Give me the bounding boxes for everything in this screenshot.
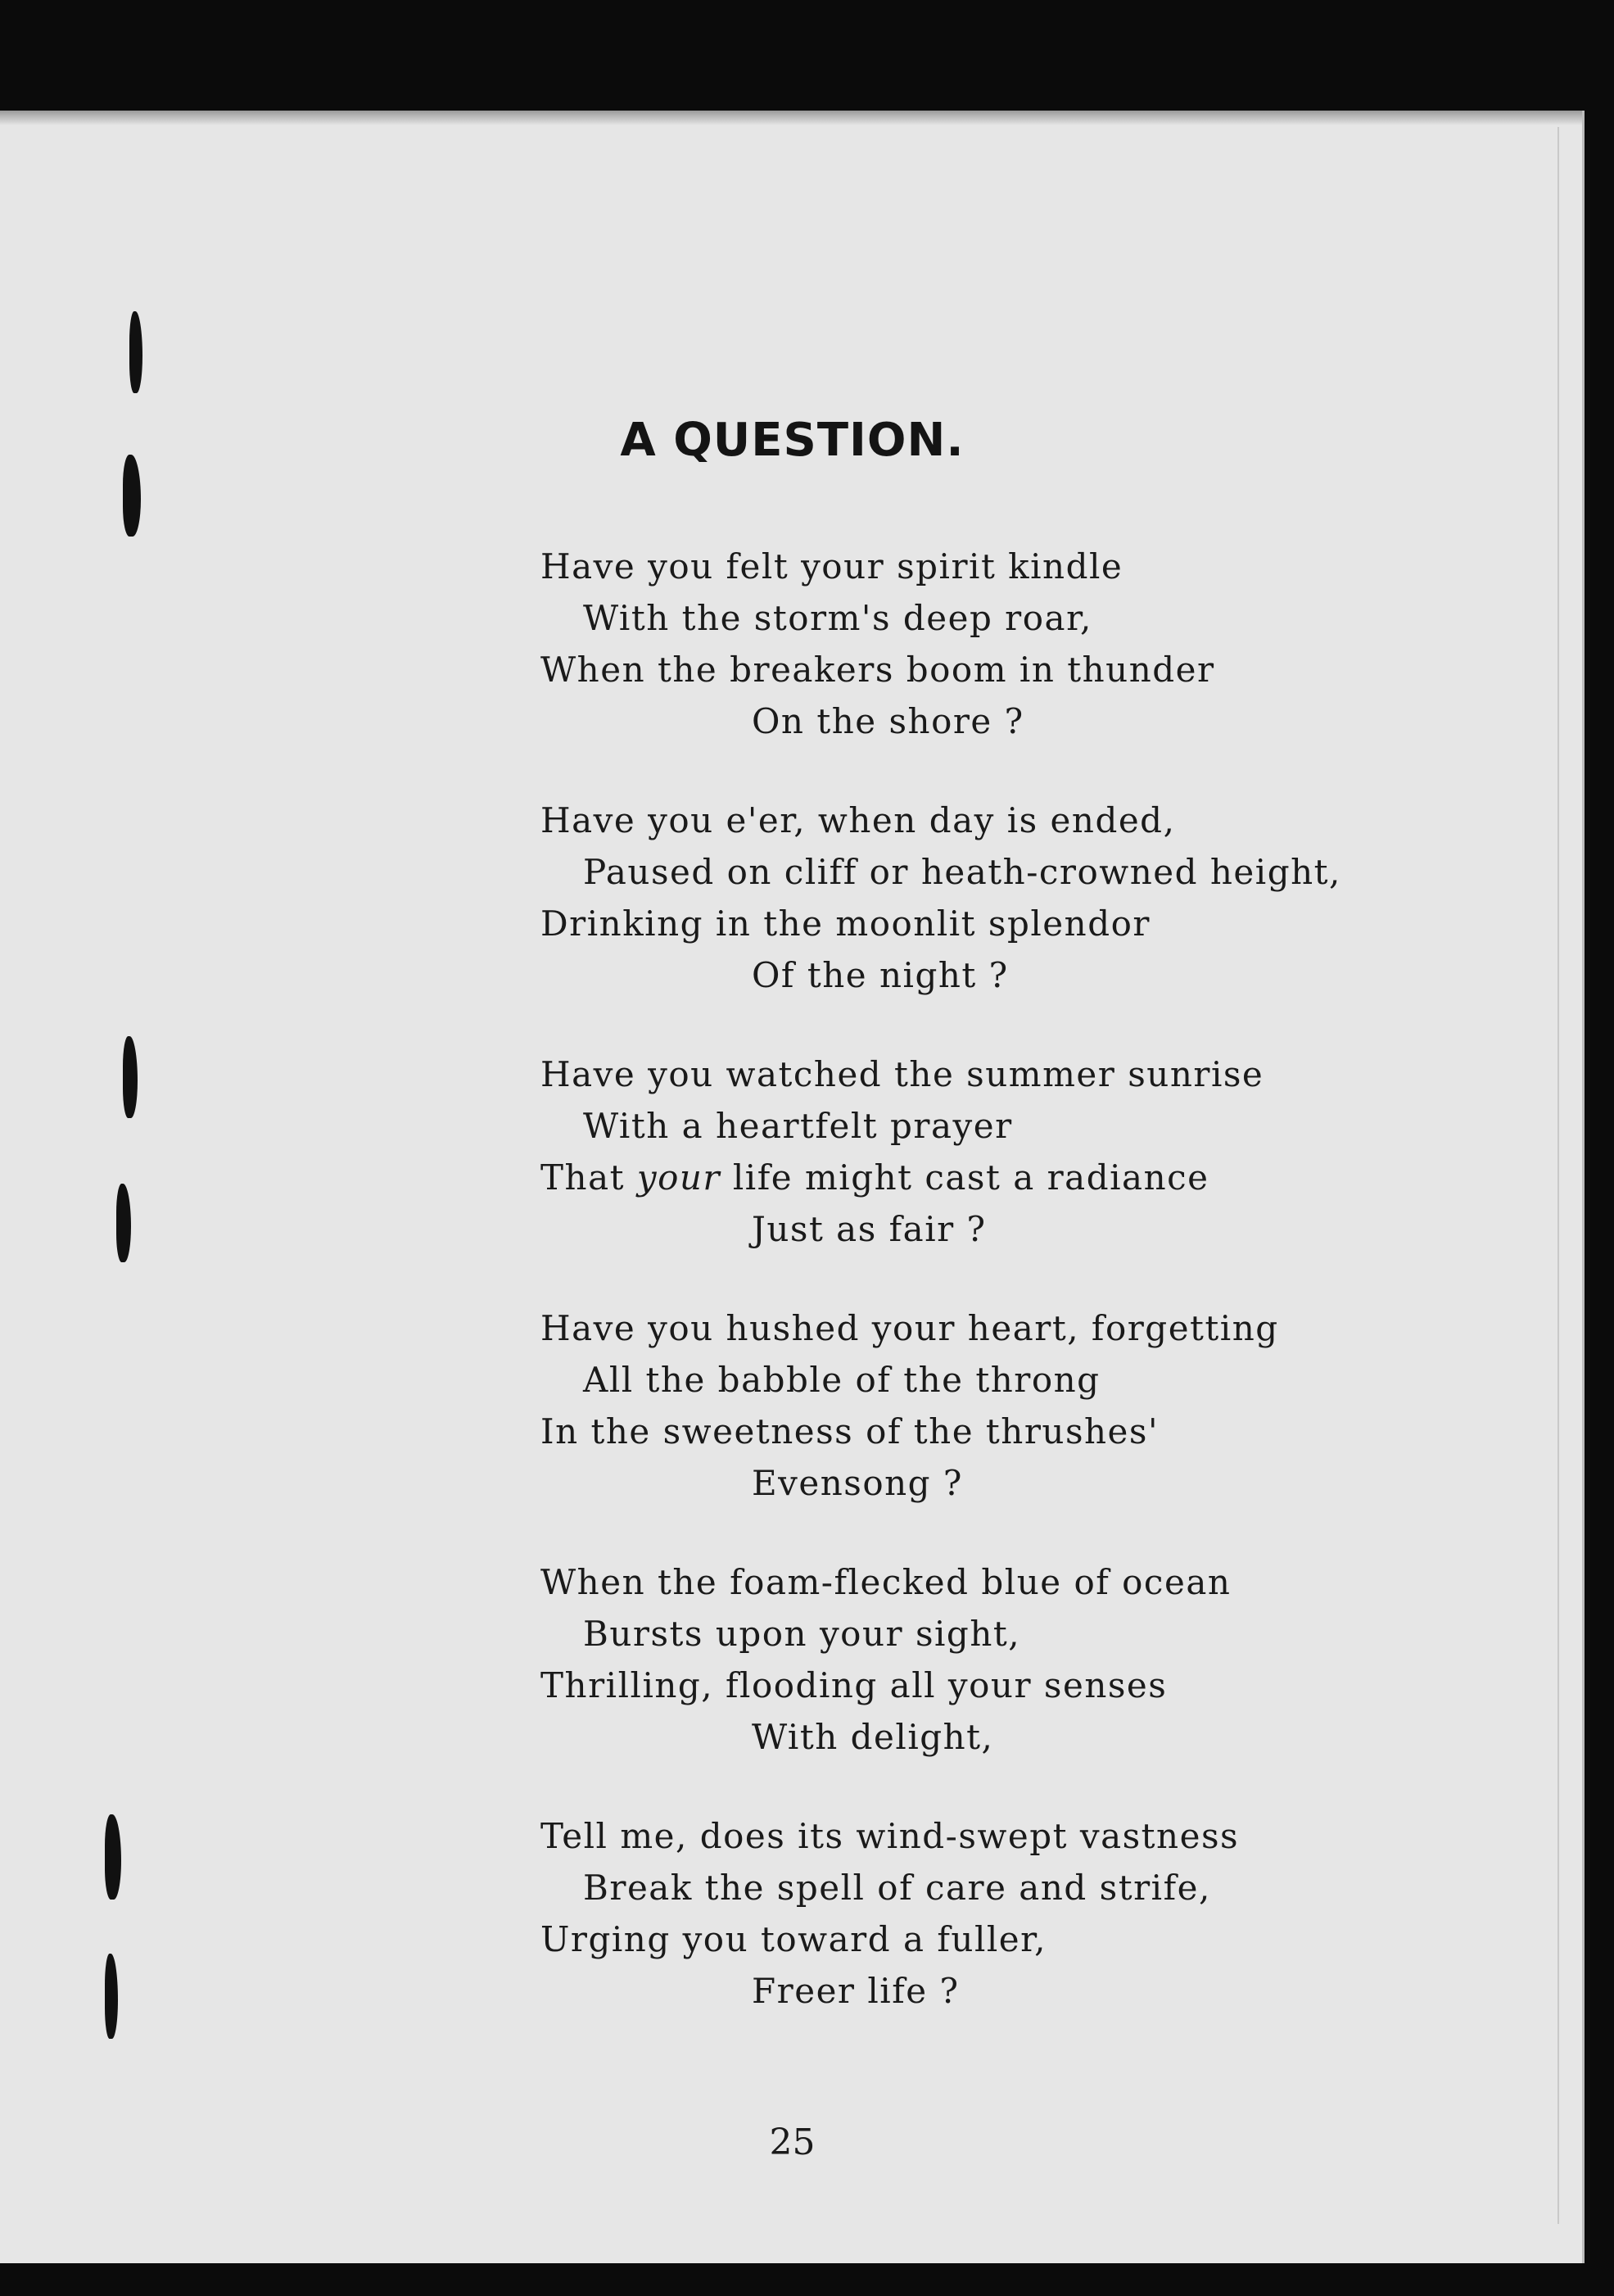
page-number: 25 bbox=[769, 2122, 816, 2163]
poem-line: With the storm's deep roar, bbox=[583, 598, 1092, 638]
poem-body bbox=[540, 541, 1572, 2064]
poem-line-text: life might cast a radiance bbox=[720, 1157, 1209, 1198]
poem-line: Have you felt your spirit kindle bbox=[540, 546, 1123, 586]
poem-line: Paused on cliff or heath-crowned height, bbox=[583, 852, 1341, 892]
poem-stanza bbox=[540, 541, 1572, 747]
poem-stanza bbox=[540, 1556, 1572, 1763]
poem-line: Tell me, does its wind-swept vastness bbox=[540, 1816, 1240, 1856]
binding-hole-mark bbox=[105, 1954, 118, 2039]
poem-line: Drinking in the moonlit splendor bbox=[540, 903, 1151, 944]
poem-stanza bbox=[540, 795, 1572, 1001]
poem-line: Just as fair ? bbox=[752, 1209, 987, 1249]
poem-line: Of the night ? bbox=[752, 955, 1009, 995]
poem-line: All the babble of the throng bbox=[583, 1360, 1101, 1400]
poem-line: Bursts upon your sight, bbox=[583, 1614, 1021, 1654]
binding-hole-mark bbox=[116, 1184, 131, 1262]
page-top-shadow bbox=[0, 111, 1582, 125]
poem-line: Evensong ? bbox=[752, 1463, 963, 1503]
poem-line bbox=[540, 1152, 1572, 1203]
poem-stanza bbox=[540, 1302, 1572, 1509]
poem-line: With a heartfelt prayer bbox=[583, 1106, 1013, 1146]
poem-line: On the shore ? bbox=[752, 701, 1024, 741]
poem-line-text: That bbox=[540, 1157, 637, 1198]
poem-line: With delight, bbox=[752, 1717, 994, 1757]
poem-line: Freer life ? bbox=[752, 1971, 960, 2011]
poem-line: Break the spell of care and strife, bbox=[583, 1868, 1211, 1908]
poem-stanza bbox=[540, 1048, 1572, 1255]
poem-line: When the breakers boom in thunder bbox=[540, 650, 1215, 690]
poem-stanza bbox=[540, 1810, 1572, 2017]
binding-hole-mark bbox=[123, 455, 141, 537]
poem-line: Have you watched the summer sunrise bbox=[540, 1054, 1264, 1094]
poem-line: In the sweetness of the thrushes' bbox=[540, 1411, 1160, 1451]
poem-line-emphasis: your bbox=[636, 1157, 721, 1198]
poem-line: Have you e'er, when day is ended, bbox=[540, 800, 1176, 840]
poem-line: Have you hushed your heart, forgetting bbox=[540, 1308, 1279, 1348]
book-page bbox=[0, 111, 1585, 2263]
binding-hole-mark bbox=[129, 311, 142, 393]
poem-line: Urging you toward a fuller, bbox=[540, 1919, 1047, 1959]
poem-line: When the foam-flecked blue of ocean bbox=[540, 1562, 1232, 1602]
binding-hole-mark bbox=[123, 1036, 138, 1118]
poem-title: A QUESTION. bbox=[620, 414, 965, 467]
poem-line: Thrilling, flooding all your senses bbox=[540, 1665, 1168, 1705]
binding-hole-mark bbox=[105, 1814, 121, 1900]
